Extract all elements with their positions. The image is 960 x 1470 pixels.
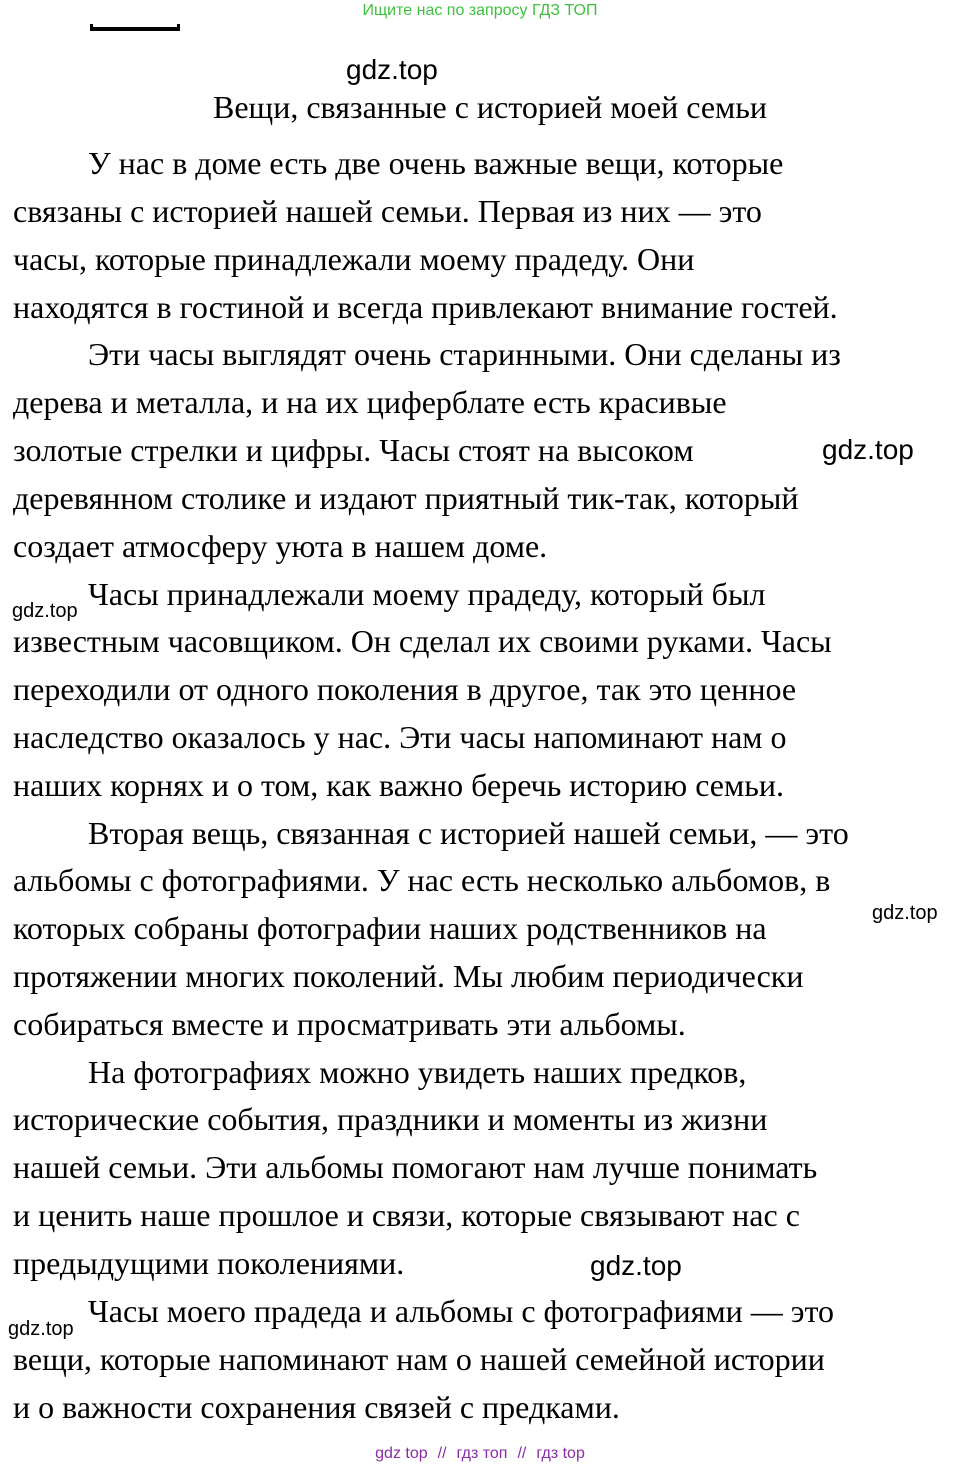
text-line: которых собраны фотографии наших родственников на xyxy=(13,910,767,946)
text-line: вещи, которые напоминают нам о нашей семейной истории xyxy=(13,1341,825,1377)
top-decorative-rule xyxy=(90,24,180,31)
text-line: деревянном столике и издают приятный тик-так, который xyxy=(13,480,799,516)
text-line: часы, которые принадлежали моему прадеду. Они xyxy=(13,241,695,277)
text-line: собираться вместе и просматривать эти альбомы. xyxy=(13,1006,686,1042)
text-line: создает атмосферу уюта в нашем доме. xyxy=(13,528,548,564)
watermark-left-1: gdz.top xyxy=(12,600,78,622)
watermark-right-2: gdz.top xyxy=(872,902,938,924)
text-line: исторические события, праздники и моменты из жизни xyxy=(13,1101,768,1137)
text-line: Часы моего прадеда и альбомы с фотографиями — это xyxy=(88,1293,834,1329)
text-line: Эти часы выглядят очень старинными. Они сделаны из xyxy=(88,336,841,372)
text-line: На фотографиях можно увидеть наших предков, xyxy=(88,1054,747,1090)
watermark-right-1: gdz.top xyxy=(822,434,914,465)
text-line: и о важности сохранения связей с предками. xyxy=(13,1389,620,1425)
watermark-left-2: gdz.top xyxy=(8,1318,74,1340)
footer-separator: // xyxy=(437,1445,447,1462)
text-line: наших корнях и о том, как важно беречь историю семьи. xyxy=(13,767,784,803)
text-line: Часы принадлежали моему прадеду, который был xyxy=(88,576,766,612)
text-line: наследство оказалось у нас. Эти часы напоминают нам о xyxy=(13,719,787,755)
footer-link-gdz-top-mixed[interactable]: гдз top xyxy=(536,1445,585,1462)
text-line: известным часовщиком. Он сделал их своими руками. Часы xyxy=(13,623,832,659)
text-line: золотые стрелки и цифры. Часы стоят на высоком xyxy=(13,432,694,468)
text-line: дерева и металла, и на их циферблате есть красивые xyxy=(13,384,727,420)
text-line: У нас в доме есть две очень важные вещи, которые xyxy=(88,145,784,181)
text-line: нашей семьи. Эти альбомы помогают нам лучше понимать xyxy=(13,1149,818,1185)
text-line: и ценить наше прошлое и связи, которые связывают нас с xyxy=(13,1197,800,1233)
text-line: Вторая вещь, связанная с историей нашей семьи, — это xyxy=(88,815,849,851)
text-line: протяжении многих поколений. Мы любим периодически xyxy=(13,958,804,994)
text-line: связаны с историей нашей семьи. Первая из них — это xyxy=(13,193,762,229)
footer-link-gdz-top[interactable]: gdz top xyxy=(375,1445,428,1462)
watermark-middle: gdz.top xyxy=(590,1250,682,1281)
footer-link-gdz-top-cyrillic[interactable]: гдз топ xyxy=(456,1445,508,1462)
watermark-top: gdz.top xyxy=(346,54,438,85)
footer-links xyxy=(0,1445,960,1463)
text-line: находятся в гостиной и всегда привлекают внимание гостей. xyxy=(13,289,838,325)
text-line: переходили от одного поколения в другое, так это ценное xyxy=(13,671,797,707)
text-line: альбомы с фотографиями. У нас есть несколько альбомов, в xyxy=(13,862,831,898)
footer-separator: // xyxy=(517,1445,527,1462)
search-hint-banner: Ищите нас по запросу ГДЗ ТОП xyxy=(362,2,598,19)
text-line: предыдущими поколениями. xyxy=(13,1245,405,1281)
document-title: Вещи, связанные с историей моей семьи xyxy=(213,89,767,125)
